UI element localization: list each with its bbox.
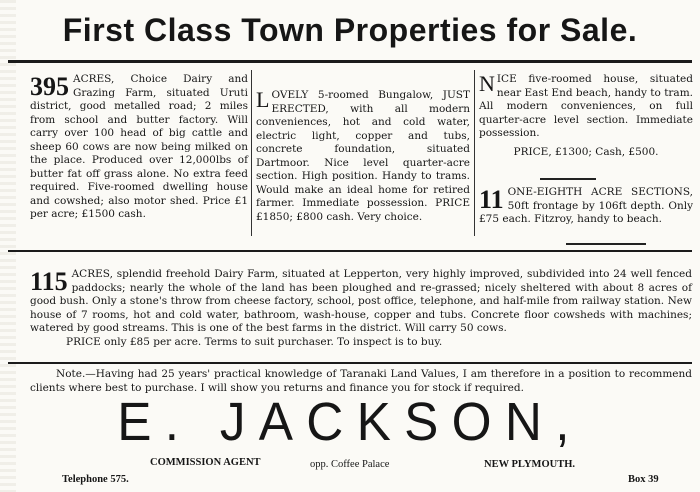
- listing-395-acres: [30, 73, 248, 222]
- listing-text: OVELY 5-roomed Bungalow, JUST ERECTED, with all modern conveniences, hot and cold water, electric light, copper and tubs, concrete foundation, situated Dartmoor. Nice level quarter-acre section. High position. Handy to trams. Would make an ideal home for retired farmer. Immediate possession. PRICE £1850; £800 cash. Very choice.: [256, 89, 470, 223]
- listing-text: ICE five-roomed house, situated near East End beach, handy to tram. All modern conveniences, on full quarter-acre level section. Immediate possession.: [479, 73, 693, 139]
- listing-text: ONE-EIGHTH ACRE SECTIONS, 50ft frontage by 106ft depth. Only £75 each. Fitzroy, handy to beach.: [479, 186, 693, 225]
- agent-town: NEW PLYMOUTH.: [484, 459, 576, 470]
- listing-bungalow: [256, 89, 470, 224]
- listing-price: PRICE only £85 per acre. Terms to suit purchaser. To inspect is to buy.: [66, 335, 443, 348]
- column-divider-2: [474, 70, 475, 236]
- listing-price: PRICE, £1300; Cash, £500.: [513, 145, 659, 158]
- agent-note: Note.—Having had 25 years' practical knowledge of Taranaki Land Values, I am therefore in a position to recommend clients where best to purchase. I will show you returns and finance you for stock if required.: [30, 368, 692, 394]
- listing-115-acres: [30, 268, 692, 349]
- drop-cap: N: [479, 71, 495, 96]
- agent-name: E. JACKSON,: [117, 392, 583, 452]
- drop-cap: L: [256, 87, 270, 112]
- headline: First Class Town Properties for Sale.: [62, 12, 638, 48]
- listing-number: 115: [30, 267, 68, 296]
- column-3-separator: [540, 178, 596, 180]
- middle-rule: [8, 250, 692, 252]
- column-3-bottom-rule: [566, 243, 646, 245]
- top-rule: [8, 60, 692, 63]
- listing-eighth-acre-sections: [479, 186, 693, 227]
- agent-title: COMMISSION AGENT: [150, 457, 261, 468]
- listing-text: ACRES, splendid freehold Dairy Farm, situated at Lepperton, very highly improved, subdivided into 24 well fenced paddocks; nearly the whole of the land has been ploughed and re-grassed; nicely sheltered with about 8 acres of good bush. Only a stone's throw from cheese factory, school, post office, telephone, and half-mile from railway station. New house of 7 rooms, hot and cold water, bathroom, wash-house, copper and tubs. Concrete floor cowsheds with machines; watered by good streams. This is one of the best farms in the district. Will carry 50 cows.: [30, 268, 692, 334]
- listing-east-end-house: [479, 73, 693, 159]
- listing-number: 395: [30, 72, 69, 101]
- agent-telephone: Telephone 575.: [62, 474, 129, 485]
- agent-address: opp. Coffee Palace: [310, 459, 390, 470]
- note-rule: [8, 362, 692, 364]
- agent-box: Box 39: [628, 474, 659, 485]
- scan-edge: [0, 0, 16, 492]
- listing-text: ACRES, Choice Dairy and Grazing Farm, situated Uruti district, good metalled road; 2 miles from school and butter factory. Will carry over 100 head of big cattle and sheep 60 cows are now being milked on the place. Produced over 12,000lbs of butter fat off grass alone. No extra feed required. Five-roomed dwelling house and cowshed; also motor shed. Price £1 per acre; £1500 cash.: [30, 73, 248, 220]
- column-divider-1: [251, 70, 252, 236]
- listing-number: 11: [479, 185, 504, 214]
